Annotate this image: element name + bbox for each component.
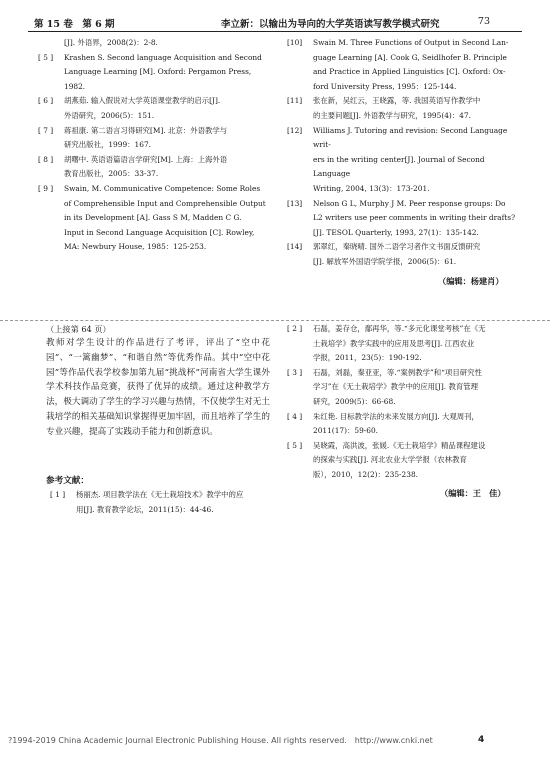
reference-line: 胡曙中. 英语语篇语言学研究[M]. 上海：上海外语 bbox=[64, 154, 228, 164]
reference-number: [12] bbox=[287, 125, 303, 135]
reference-line: 蒋祖康. 第二语言习得研究[M]. 北京：外语教学与 bbox=[64, 125, 228, 135]
reference-list-top-left bbox=[34, 36, 270, 255]
reference-line: 的探索与实践[J]. 河北农业大学学报（农林教育 bbox=[313, 455, 467, 465]
volume-issue: 第 15 卷 第 6 期 bbox=[34, 19, 115, 30]
reference-line: 朱红艳. 目标教学法的未来发展方向[J]. 大观周刊， bbox=[313, 411, 479, 421]
header-page-number: 73 bbox=[477, 16, 490, 27]
reference-line: 郭翠红，秦晓晴. 国外二语学习者作文书面反馈研究 bbox=[313, 242, 481, 252]
reference-number: [ 4 ] bbox=[287, 411, 303, 421]
reference-number: [10] bbox=[287, 38, 303, 47]
reference-line: 教育出版社，2005：33-37. bbox=[64, 169, 159, 179]
reference-number: [ 3 ] bbox=[287, 367, 303, 377]
continued-note: （上接第 64 页） bbox=[46, 324, 111, 334]
reference-line: [J]. 外语界，2008(2)：2-8. bbox=[64, 38, 158, 47]
reference-line: 用[J]. 教育教学论坛，2011(15)：44-46. bbox=[76, 504, 214, 514]
reference-line: 2011(17)：59-60. bbox=[313, 426, 379, 436]
reference-line: [J]. 解放军外国语学院学报，2006(5)：61. bbox=[313, 256, 457, 266]
reference-line: 研究出版社，1999：167. bbox=[64, 140, 151, 150]
reference-number: [ 5 ] bbox=[287, 440, 303, 450]
reference-line: Krashen S. Second language Acquisition and Second bbox=[64, 52, 262, 62]
running-header bbox=[28, 14, 522, 30]
reference-line: ford University Press, 1995：125-144. bbox=[313, 81, 457, 91]
reference-item bbox=[34, 182, 270, 255]
reference-line: in its Development [A]. Gass S M, Madden C G. bbox=[64, 213, 242, 223]
reference-number: [13] bbox=[287, 198, 303, 208]
footer-page-number: 4 bbox=[478, 735, 485, 745]
reference-line: of Comprehensible Input and Comprehensible Output bbox=[64, 198, 266, 208]
reference-line: L2 writers use peer comments in writing their drafts? bbox=[313, 213, 516, 223]
reference-line: 学习”在《无土栽培学》教学中的应用[J]. 教育管理 bbox=[313, 382, 479, 392]
reference-line: 杨丽杰. 项目教学法在《无土栽培技术》教学中的应 bbox=[76, 490, 244, 499]
references-heading: 参考文献： bbox=[46, 476, 89, 486]
reference-line: 土栽培学》教学实践中的应用及思考[J]. 江西农业 bbox=[313, 338, 475, 348]
reference-line: 外语研究，2006(5)：151. bbox=[64, 110, 155, 120]
reference-line: 吴晓霞，高洪波，张媛.《无土栽培学》精品课程建设 bbox=[313, 440, 486, 450]
reference-line: guage Learning [A]. Cook G, Seidlhofer B. Principle bbox=[313, 52, 507, 62]
body-paragraph: 教师对学生设计的作品进行了考评，评出了“空中花园”、“一篱幽梦”、“和谐自然”等优秀作品。其中“空中花园”等作品代表学校参加第九届“挑战杯”河南省大学生课外学术科技作品竞赛，获得了优异的成绩。通过这种教学方法，极大调动了学生的学习兴趣与热情，不仅使学生对无土栽培学的相关基础知识掌握得更加牢固，而且培养了学生的专业兴趣，提高了实践动手能力和创新意识。 bbox=[46, 338, 270, 437]
reference-item bbox=[34, 94, 270, 123]
article-separator bbox=[0, 320, 550, 321]
reference-number: [ 2 ] bbox=[287, 324, 303, 333]
reference-item bbox=[34, 124, 270, 153]
reference-item bbox=[283, 366, 523, 410]
editor-credit-top: （编辑：杨建肖） bbox=[438, 276, 504, 286]
reference-list-top-right bbox=[283, 36, 519, 270]
reference-number: [ 7 ] bbox=[38, 125, 54, 135]
reference-number: [14] bbox=[287, 242, 303, 252]
reference-number: [ 1 ] bbox=[50, 490, 66, 499]
reference-line: 的主要问题[J]. 外语教学与研究，1995(4)：47. bbox=[313, 110, 471, 120]
reference-number: [ 9 ] bbox=[38, 183, 54, 193]
reference-item bbox=[46, 488, 270, 517]
reference-item bbox=[283, 322, 523, 366]
reference-line: 张在新，吴红云，王晓露，等. 我国英语写作教学中 bbox=[313, 96, 481, 106]
reference-line: ers in the writing center[J]. Journal of Second Language bbox=[313, 154, 485, 179]
reference-line: Swain, M. Communicative Competence: Some Roles bbox=[64, 183, 261, 193]
reference-line: Writing, 2004, 13(3)：173-201. bbox=[313, 183, 430, 193]
reference-item bbox=[283, 36, 519, 94]
reference-item bbox=[283, 240, 519, 269]
reference-line: 胡燕茹. 输入假说对大学英语课堂教学的启示[J]. bbox=[64, 96, 221, 106]
reference-line: 版），2010，12(2)：235-238. bbox=[313, 469, 418, 479]
copyright-footer: ?1994-2019 China Academic Journal Electronic Publishing House. All rights reserved. http://www.cnki.net bbox=[8, 736, 433, 745]
reference-line: 石磊，姜存仓，鄢再华，等.“多元化课堂考核”在《无 bbox=[313, 324, 486, 333]
reference-number: [ 8 ] bbox=[38, 154, 54, 164]
reference-line: Williams J. Tutoring and revision: Second Language writ- bbox=[313, 125, 508, 150]
reference-item bbox=[283, 410, 523, 439]
header-rule bbox=[28, 31, 522, 32]
reference-item bbox=[283, 94, 519, 123]
reference-number: [ 6 ] bbox=[38, 96, 54, 106]
reference-line: MA: Newbury House, 1985：125-253. bbox=[64, 242, 207, 252]
running-title: 李立新：以输出为导向的大学英语读写教学模式研究 bbox=[221, 19, 440, 30]
reference-item bbox=[283, 439, 523, 483]
reference-list-bottom-left bbox=[46, 488, 270, 517]
reference-item bbox=[34, 51, 270, 95]
reference-line: Input in Second Language Acquisition [C]. Rowley, bbox=[64, 227, 255, 237]
reference-line: Swain M. Three Functions of Output in Second Lan- bbox=[313, 38, 509, 47]
reference-item bbox=[283, 197, 519, 241]
reference-line: 学报，2011，23(5)：190-192. bbox=[313, 353, 422, 363]
reference-line: 1982. bbox=[64, 81, 86, 91]
reference-number: [11] bbox=[287, 96, 303, 106]
reference-line: and Practice in Applied Linguistics [C]. Oxford: Ox- bbox=[313, 67, 506, 77]
editor-credit-bottom: （编辑：王 佳） bbox=[440, 488, 506, 498]
reference-item bbox=[34, 36, 270, 51]
reference-line: Nelson G L, Murphy J M. Peer response groups: Do bbox=[313, 198, 506, 208]
reference-line: Language Learning [M]. Oxford: Pergamon Press, bbox=[64, 67, 252, 77]
reference-line: [J]. TESOL Quarterly, 1993, 27(1)：135-142. bbox=[313, 227, 479, 237]
reference-line: 石磊，刘磊，秦亚亚，等.“案例教学”和“项目研究性 bbox=[313, 367, 482, 377]
reference-line: 研究，2009(5)：66-68. bbox=[313, 396, 396, 406]
reference-number: [ 5 ] bbox=[38, 52, 54, 62]
reference-item bbox=[283, 124, 519, 197]
reference-list-bottom-right bbox=[283, 322, 523, 483]
reference-item bbox=[34, 153, 270, 182]
